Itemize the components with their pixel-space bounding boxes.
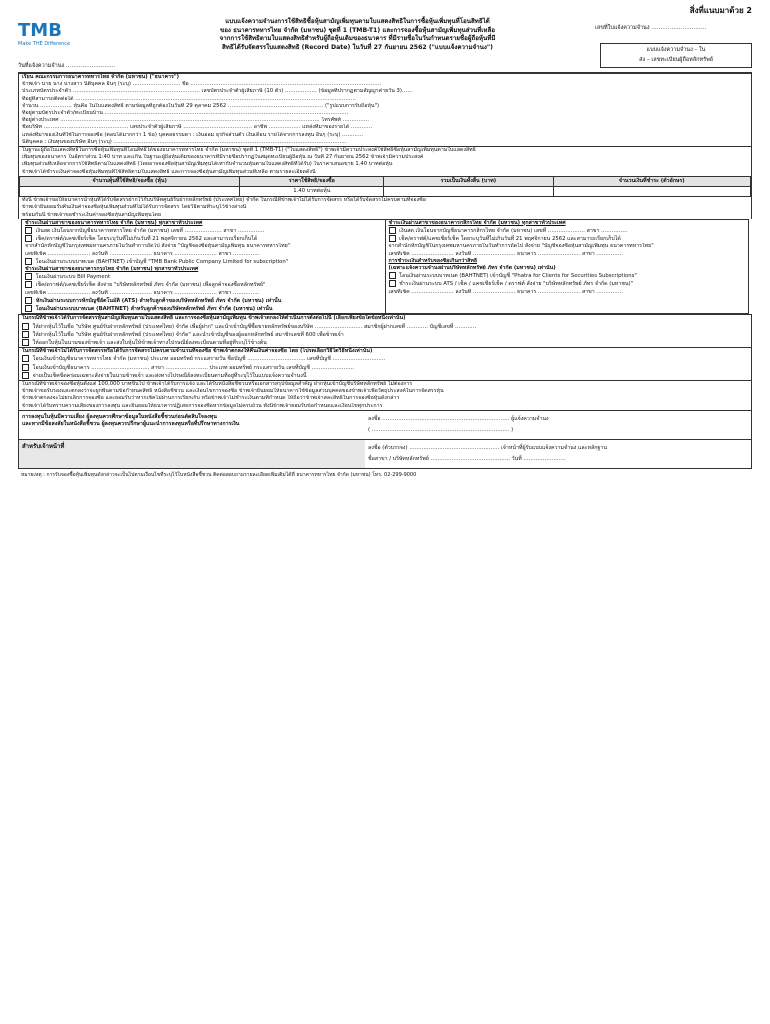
staff-branch-line[interactable]: ชื่อสาขา / บริษัทหลักทรัพย์ ……………………………………… วันที่ …………………… (368, 455, 566, 462)
column-header: รวมเป็นเงินทั้งสิ้น (บาท) (384, 176, 553, 186)
payment-option-label: เช็ค/ดราฟต์/แคชเชียร์เช็ค สั่งจ่าย "บริษัทหลักทรัพย์ ภัทร จำกัด (มหาชน) เพื่อลูกค้าจองซื้อหลักทรัพย์" (34, 282, 266, 289)
delivery-option[interactable] (19, 323, 751, 331)
payment-heading: ชำระเงินผ่านสาขาของธนาคารทหารไทย จำกัด (มหาชน) ทุกสาขาทั่วประเทศ (25, 219, 203, 226)
intro-line: ข้าพเจ้าได้ชำระเงินค่าจองซื้อหุ้นเพิ่มทุนที่ใช้สิทธิตามใบแสดงสิทธิ และการจองซื้อหุ้นสามัญเพิ่มทุนส่วนที่เหลือ ตามรายละเอียดดังนี้ (22, 168, 316, 175)
checkbox[interactable] (25, 273, 32, 280)
declaration-line: ข้าพเจ้าขอรับรองและตกลงว่าจะผูกพันตามข้อกำหนดสิทธิ หนังสือชี้ชวน และเงื่อนไขการจองซื้อ ข้าพเจ้ายินยอมให้ธนาคารใช้ข้อมูลส่วนบุคคลของข้าพเจ้าเพื่อวัตถุประสงค์ในการจัดสรรหุ้น (22, 388, 444, 395)
title-line: ของ ธนาคารทหารไทย จำกัด (มหาชน) ชุดที่ 1 (TMB-T1) และการจองซื้อหุ้นสามัญเพิ่มทุนส่วนที่เหลือ (219, 26, 496, 34)
form-line[interactable]: ประเภทบัตรประจำตัว ……………………………………………………………… เลขบัตรประจำตัวผู้เสียภาษี (10 ตัว) ……………… (ข้อมูลที่ปรากฏตามสัญญาค่ายวัน 3)…… (22, 88, 413, 95)
brand-tagline: Make THE Difference (18, 41, 71, 47)
delivery-option-label: ให้ออกใบหุ้นในนามของข้าพเจ้า และส่งใบหุ้นให้ข้าพเจ้าทางไปรษณีย์ลงทะเบียนตามที่อยู่ที่ระบุไว้ข้างต้น (31, 339, 267, 346)
payment-option[interactable] (386, 235, 749, 243)
payment-option[interactable] (22, 227, 385, 235)
payment-heading: การชำระเงินสำหรับจองซื้อเกินกว่าสิทธิ (388, 257, 478, 264)
payment-option[interactable] (22, 305, 385, 313)
form-header (18, 16, 752, 73)
intro-line: เพิ่มทุนส่วนที่เหลือจากการใช้สิทธิตามใบแสดงสิทธิ (โดยอาจจองซื้อหุ้นสามัญเพิ่มทุนได้เท่ากับจำนวนหุ้นตามใบแสดงสิทธิที่ได้รับ) ในราคาเสนอขาย 1.40 บาทต่อหุ้น (22, 161, 393, 168)
payment-detail[interactable]: เลขที่เช็ค …………………… ลงวันที่ …………………… ธนาคาร …………………… สาขา …………… (25, 289, 260, 296)
payment-option[interactable] (22, 273, 385, 281)
price-cell: 1.40 บาทต่อหุ้น (240, 187, 384, 197)
payment-option-label: เช็ค/ดราฟต์/แคชเชียร์เช็ค โดยระบุวันที่ไม่เกินวันที่ 21 พฤศจิกายน 2562 และสามารถเรียกเก็บได้ (34, 236, 258, 243)
declaration-section (18, 380, 752, 410)
staff-signature-line[interactable]: ลงชื่อ (ตัวบรรจง) …………………………………………… เจ้าหน้าที่ผู้รับแบบแจ้งความจำนง และหลักฐาน (368, 444, 607, 451)
checkbox[interactable] (22, 372, 29, 379)
refund-option[interactable] (19, 364, 751, 372)
declaration-line: ในกรณีที่ข้าพเจ้าจองซื้อหุ้นตั้งแต่ 100,000 บาทขึ้นไป ข้าพเจ้าได้รับการแจ้ง และได้รับหนังสือชี้ชวนหรือเอกสารสรุปข้อมูลสำคัญ ฝากหุ้นเข้าบัญชีบริษัทหลักทรัพย์ ไม่ต้องการ (22, 380, 413, 387)
payment-heading: ชำระเงินผ่านสาขาของธนาคารกสิกรไทย จำกัด (มหาชน) ทุกสาขาทั่วประเทศ (388, 219, 566, 226)
subscription-table (19, 176, 751, 197)
payment-right-column (386, 220, 749, 313)
payment-subheading: (เฉพาะแจ้งความจำนงผ่านบริษัทหลักทรัพย์ ภัทร จำกัด (มหาชน) เท่านั้น) (388, 265, 556, 272)
shares-cell[interactable] (20, 187, 240, 197)
payment-left-column (22, 220, 386, 313)
form-number-field[interactable]: เลขที่ใบแจ้งความจำนง ………………………… (595, 25, 707, 31)
payment-option[interactable] (386, 272, 749, 280)
delivery-option-label: ให้ฝากหุ้นไว้ในชื่อ "บริษัท ศูนย์รับฝากหลักทรัพย์ (ประเทศไทย) จำกัด เพื่อผู้ฝาก" และนำเข้าบัญชีซื้อขายหลักทรัพย์ของบริษัท ……………………… สมาชิกผู้ฝากเลขที่ ………… บัญชีเลขที่ ………… (31, 323, 477, 330)
intro-section (18, 146, 752, 219)
payment-option[interactable] (386, 227, 749, 235)
payment-detail[interactable]: เลขที่เช็ค …………………… ลงวันที่ …………………… ธนาคาร …………………… สาขา …………… (388, 288, 623, 295)
signature-line[interactable]: ลงชื่อ ……………………………………………………………… ผู้แจ้งความจำนง (368, 415, 549, 422)
payment-detail[interactable]: เลขที่เช็ค …………………… ลงวันที่ …………………… ธนาคาร …………………… สาขา …………… (25, 250, 260, 257)
title-line: สิทธิได้รับจัดสรรใบแสดงสิทธิ (Record Date) ในวันที่ 27 กันยายน 2562 ("แบบแจ้งความจำนง") (222, 43, 493, 51)
risk-warning-line: และหากมีข้อสงสัยในหนังสือชี้ชวน ผู้ลงทุนควรปรึกษาผู้แนะนำการลงทุนหรือที่ปรึกษาทางการเงิน (22, 420, 240, 427)
risk-warning (19, 411, 365, 439)
payment-option-label: เงินสด เงินโอนจากบัญชีธนาคารทหารไทย จำกัด (มหาชน) เลขที่ ………………… สาขา …………… (34, 228, 265, 235)
pay-line: ข้าพเจ้ายินยอมรับคืนเงินค่าจองซื้อหุ้นเพิ่มทุนส่วนที่ไม่ได้รับการจัดสรร โดยวิธีตามที่ระบุไว้ข้างล่างนี้ (22, 204, 247, 211)
payment-detail[interactable]: เลขที่เช็ค …………………… ลงวันที่ …………………… ธนาคาร …………………… สาขา …………… (388, 250, 623, 257)
attachment-note: สิ่งที่แนบมาด้วย 2 (689, 6, 752, 15)
title-line: แบบแจ้งความจำนงการใช้สิทธิซื้อหุ้นสามัญเพิ่มทุนตามใบแสดงสิทธิในการซื้อหุ้นเพิ่มทุนที่โอนสิทธิได้ (225, 18, 490, 25)
checkbox[interactable] (22, 339, 29, 346)
payment-methods (21, 219, 749, 314)
addressee: เรียน คณะกรรมการธนาคารทหารไทย จำกัด (มหาชน) ("ธนาคาร") (22, 74, 180, 80)
declaration-line: ข้าพเจ้าได้รับทราบความเสี่ยงของการลงทุน และยินยอมให้ธนาคารปฏิเสธการจองซื้อหากข้อมูลไม่ครบถ้วน ทั้งนี้ข้าพเจ้ายอมรับข้อกำหนดและเงื่อนไขทุกประการ (22, 402, 383, 409)
column-header: ราคาใช้สิทธิ/จองซื้อ (240, 176, 384, 186)
payment-option-label: เช็ค/ดราฟต์/แคชเชียร์เช็ค โดยระบุวันที่ไม่เกินวันที่ 21 พฤศจิกายน 2562 และสามารถเรียกเก็บได้ (397, 236, 621, 243)
form-line[interactable]: ชื่อบริษัท ………………………………………… เลขประจำตัวผู้เสียภาษี ………………………………… อาชีพ ……………… แหล่งที่มาของรายได้ ………… (22, 124, 373, 131)
checkbox[interactable] (25, 235, 32, 242)
payment-option-label: หักเงินผ่านระบบการหักบัญชีอัตโนมัติ (ATS) สำหรับลูกค้าของบริษัทหลักทรัพย์ ภัทร จำกัด (มหาชน) เท่านั้น (34, 297, 282, 304)
intro-line: เพิ่มทุนของธนาคาร ในอัตราส่วน 1:40 บาท และเกิน ในฐานะผู้ถือหุ้นเดิมของธนาคารที่มีรายชื่อปรากฏในสมุดทะเบียนผู้ถือหุ้น ณ วันที่ 27 กันยายน 2562 ข้าพเจ้ามีความประสงค์ (22, 154, 424, 161)
signature-name-line[interactable]: ( …………………………………………………………………… ) (368, 426, 514, 433)
staff-signature (365, 440, 751, 468)
title-line: จากการใช้สิทธิตามใบแสดงสิทธิสำหรับผู้ถือหุ้นเดิมของธนาคาร ที่มีรายชื่อในวันกำหนดรายชื่อผู้ถือหุ้นที่มี (219, 35, 496, 43)
applicant-signature (365, 411, 751, 439)
form-line[interactable]: ที่อยู่ตามบัตรประจำตัว/ทะเบียนบ้าน ………………………………………………………………………………………………………………………… (22, 110, 349, 117)
checkbox[interactable] (389, 227, 396, 234)
delivery-option[interactable] (19, 339, 751, 347)
payment-option-label: โอนเงินผ่านระบบบาทเนต (BAHTNET) สำหรับลูกค้าของบริษัทหลักทรัพย์ ภัทร จำกัด (มหาชน) เท่านั้น (34, 306, 273, 313)
checkbox[interactable] (25, 297, 32, 304)
column-header: จำนวนเงินที่ชำระ (ตัวอักษร) (553, 176, 750, 186)
checkbox[interactable] (22, 331, 29, 338)
refund-heading: ในกรณีที่ข้าพเจ้าไม่ได้รับการจัดสรรหรือได้รับการจัดสรรไม่ครบตามจำนวนที่จองซื้อ ข้าพเจ้าตกลงให้คืนเงินค่าจองซื้อ โดย (โปรดเลือกวิธีใดวิธีหนึ่งเท่านั้น) (22, 348, 373, 355)
delivery-option[interactable] (19, 331, 751, 339)
form-line[interactable]: ข้าพเจ้า นาย นาง นางสาว นิติบุคคล อื่นๆ (ระบุ) ……………………… ชื่อ ……………………………………………………………………………………………… (22, 81, 382, 88)
checkbox[interactable] (22, 355, 29, 362)
refund-option[interactable] (19, 372, 751, 380)
delivery-heading: ในกรณีที่ข้าพเจ้าได้รับการจัดสรรหุ้นสามัญเพิ่มทุนตามใบแสดงสิทธิ และการจองซื้อหุ้นสามัญเพิ่มทุน ข้าพเจ้าตกลงให้ดำเนินการดังต่อไปนี้ (เลือกเพียงข้อใดข้อหนึ่งเท่านั้น) (22, 315, 406, 322)
refund-option[interactable] (19, 355, 751, 363)
refund-option-label: โอนเงินเข้าบัญชีธนาคาร …………………………… สาขา …………………… ประเภท ออมทรัพย์ กระแสรายวัน เลขที่บัญชี …………………… (31, 364, 355, 371)
pay-line: พร้อมกันนี้ ข้าพเจ้าขอชำระเงินค่าจองซื้อหุ้นสามัญเพิ่มทุนโดย (22, 211, 161, 218)
risk-warning-line: การลงทุนในหุ้นมีความเสี่ยง ผู้ลงทุนควรศึกษาข้อมูลในหนังสือชี้ชวนก่อนตัดสินใจลงทุน (22, 413, 217, 420)
checkbox[interactable] (389, 272, 396, 279)
payment-option[interactable] (22, 235, 385, 243)
brand-logo-mark: TMB (18, 20, 62, 41)
intro-line: ในฐานะผู้ถือใบแสดงสิทธิในการซื้อหุ้นเพิ่มทุนที่โอนสิทธิได้ของธนาคารทหารไทย จำกัด (มหาชน) ชุดที่ 1 (TMB-T1) ("ใบแสดงสิทธิ") ข้าพเจ้ามีความประสงค์ใช้สิทธิซื้อหุ้นสามัญเพิ่มทุนตามใบแสดงสิทธิ (22, 147, 476, 154)
amount-words-cell[interactable] (553, 187, 750, 197)
checkbox[interactable] (25, 227, 32, 234)
form-line[interactable]: จำนวน ……………… หุ้นคือ ในใบแสดงสิทธิ ตามข้อมูลที่ถูกต้องในวันที่ 29 ตุลาคม 2562 ……………………………………………… ("รูปแบบการรับถือหุ้น") (22, 102, 380, 109)
payment-option[interactable] (22, 297, 385, 305)
checkbox[interactable] (25, 281, 32, 288)
refund-option-label: โอนเงินเข้าบัญชีธนาคารทหารไทย จำกัด (มหาชน) ประเภท ออมทรัพย์ กระแสรายวัน ชื่อบัญชี …………………………… เลขที่บัญชี ………………………… (31, 356, 386, 363)
declaration-line: ข้าพเจ้าตกลงจะไม่ยกเลิกการจองซื้อ และยอมรับว่าหากเช็คไม่ผ่านการเรียกเก็บ หรือข้าพเจ้าไม่ชำระเงินตามที่กำหนด ให้ถือว่าข้าพเจ้าสละสิทธิในการจองซื้อหุ้นดังกล่าว (22, 395, 400, 402)
total-cell[interactable] (384, 187, 553, 197)
payment-option-label: ชำระเงินผ่านระบบ ATS / เช็ค / แคชเชียร์เช็ค / ดราฟต์ สั่งจ่าย "บริษัทหลักทรัพย์ ภัทร จำกัด (มหาชน)" (397, 281, 633, 288)
form-reference (587, 16, 752, 72)
checkbox[interactable] (25, 258, 32, 265)
payment-option-label: โอนเงินผ่านระบบ Bill Payment (34, 274, 111, 281)
payment-detail: จากสำนักหักบัญชีในกรุงเทพมหานครภายในวันทำการถัดไป สั่งจ่าย "บัญชีจองซื้อหุ้นสามัญเพิ่มทุน ธนาคารทหารไทย" (388, 243, 654, 250)
form-title (128, 16, 587, 72)
payment-option-label: โอนเงินผ่านระบบบาทเนต (BAHTNET) เข้าบัญชี "Phatra for Clients for Securities Subscriptions" (397, 273, 637, 280)
staff-section (18, 439, 752, 468)
applicant-section (18, 73, 752, 146)
checkbox[interactable] (22, 323, 29, 330)
form-line[interactable]: นิติบุคคล : เงินทุนของบริษัท อื่นๆ (ระบุ) …………………………………………………………………………………………………………………… (22, 138, 347, 145)
payment-option[interactable] (22, 258, 385, 266)
form-line[interactable]: แหล่งที่มาของเงินที่ใช้ในการจองซื้อ (ตอบได้มากกว่า 1 ข้อ) บุคคลธรรมดา : เงินออม ธุรกิจส่วนตัว เงินเดือน รายได้จากการลงทุน อื่นๆ (ระบุ) ………… (22, 131, 364, 138)
payment-detail: จากสำนักหักบัญชีในกรุงเทพมหานครภายในวันทำการถัดไป สั่งจ่าย "บัญชีจองซื้อหุ้นสามัญเพิ่มทุน ธนาคารทหารไทย" (25, 243, 291, 250)
payment-heading: ชำระเงินผ่านสาขาของธนาคารกรุงไทย จำกัด (มหาชน) ทุกสาขาทั่วประเทศ (25, 266, 199, 273)
payment-option-label: เงินสด เงินโอนจากบัญชีธนาคารกสิกรไทย จำกัด (มหาชน) เลขที่ ………………… สาขา …………… (397, 228, 628, 235)
refund-section (18, 347, 752, 380)
delivery-option-label: ให้ฝากหุ้นไว้ในชื่อ "บริษัท ศูนย์รับฝากหลักทรัพย์ (ประเทศไทย) จำกัด" และนำเข้าบัญชีของผู้ออกหลักทรัพย์ สมาชิกเลขที่ 600 เพื่อข้าพเจ้า (31, 331, 344, 338)
signature-section (18, 410, 752, 439)
tmb-logo (18, 16, 128, 72)
payment-option-label: โอนเงินผ่านระบบบาทเนต (BAHTNET) เข้าบัญชี "TMB Bank Public Company Limited for subscription" (34, 258, 289, 265)
delivery-section (18, 314, 752, 347)
footer-note: หมายเหตุ : การรับจองซื้อหุ้นเพิ่มทุนดังกล่าวจะเป็นไปตามเงื่อนไขที่ระบุไว้ในหนังสือชี้ชวน ติดต่อสอบถามรายละเอียดเพิ่มเติมได้ที่ ธนาคารทหารไทย จำกัด (มหาชน) โทร. 02-299-9000 (18, 468, 752, 481)
reference-line: ส่ง – เลขทะเบียนผู้ถือหลักทรัพย์ (639, 57, 713, 63)
column-header: จำนวนหุ้นที่ใช้สิทธิ/จองซื้อ (หุ้น) (20, 176, 240, 186)
reference-line: แบบแจ้งความจำนง – ใน (646, 47, 706, 53)
checkbox[interactable] (22, 364, 29, 371)
date-field[interactable]: วันที่แจ้งความจำนง ……………………… (18, 63, 116, 69)
pay-line: ทั้งนี้ ข้าพเจ้าขอให้ธนาคารนำหุ้นที่ได้รับจัดสรรฝากไว้กับบริษัทศูนย์รับฝากหลักทรัพย์ (ประเทศไทย) จำกัด ในกรณีที่ข้าพเจ้าไม่ได้รับการจัดสรร หรือได้รับจัดสรรไม่ครบตามที่จองซื้อ (22, 197, 426, 204)
checkbox[interactable] (25, 305, 32, 312)
reference-box (600, 43, 752, 68)
table-header-row (20, 176, 751, 186)
payment-option[interactable] (386, 280, 749, 288)
refund-option-label: จ่ายเป็นเช็คขีดคร่อมเฉพาะสั่งจ่ายในนามข้าพเจ้า และส่งทางไปรษณีย์ลงทะเบียนตามที่อยู่ที่ระบุไว้ในแบบแจ้งความจำนงนี้ (31, 372, 307, 379)
checkbox[interactable] (389, 280, 396, 287)
table-row (20, 187, 751, 197)
form-line[interactable]: ที่อยู่ที่สามารถติดต่อได้ …………………………………………………………………………………………………………………………………………… (22, 95, 357, 102)
form-line[interactable]: ที่อยู่ต่างประเทศ ………………………………………………………………………………………………………………………………… โทรศัพท์ …………… (22, 117, 370, 124)
staff-label: สำหรับเจ้าหน้าที่ (19, 440, 365, 468)
payment-option[interactable] (22, 281, 385, 289)
checkbox[interactable] (389, 235, 396, 242)
